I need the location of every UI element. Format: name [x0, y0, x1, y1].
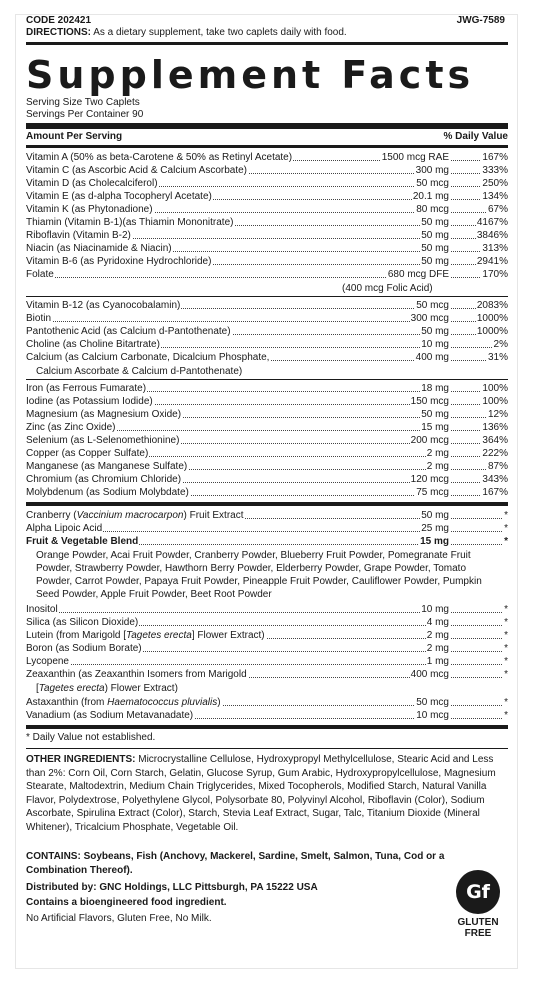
page-title: Supplement Facts — [26, 53, 475, 97]
nutrient-dv: 67% — [487, 204, 508, 215]
row-divider — [26, 296, 508, 297]
nutrient-amount: 18 mg — [421, 383, 449, 394]
nutrient-dv: 343% — [482, 474, 508, 485]
nutrient-amount: 50 mg — [421, 217, 449, 228]
nutrient-name: Copper (as Copper Sulfate) — [26, 448, 149, 459]
nutrient-name: Riboflavin (Vitamin B-2) — [26, 230, 131, 241]
nutrient-amount: 50 mg — [421, 243, 449, 254]
nutrient-dv: 12% — [487, 409, 508, 420]
table-row — [26, 351, 508, 364]
nutrient-name: Vitamin C (as Ascorbic Acid & Calcium Ascorbate) — [26, 165, 248, 176]
thick-rule — [26, 123, 508, 129]
nutrient-amount: 50 mcg — [416, 697, 449, 708]
nutrient-name: Zeaxanthin (as Zeaxanthin Isomers from Marigold — [26, 669, 247, 680]
nutrient-name: Pantothenic Acid (as Calcium d-Pantothenate) — [26, 326, 231, 337]
table-row — [26, 242, 508, 255]
servings-per-container: Servings Per Container 90 — [26, 109, 144, 120]
nutrient-amount: 75 mcg — [416, 487, 449, 498]
other-ingredients-label: OTHER INGREDIENTS: — [26, 754, 136, 765]
nutrient-name: Molybdenum (as Sodium Molybdate) — [26, 487, 189, 498]
nutrient-dv: 1000% — [476, 326, 508, 337]
nutrient-amount: 50 mg — [421, 510, 449, 521]
amount-header: Amount Per Serving — [26, 131, 123, 142]
nutrient-dv: 1000% — [476, 313, 508, 324]
serving-size: Serving Size Two Caplets — [26, 97, 140, 108]
nutrient-name: Vitamin A (50% as beta-Carotene & 50% as Retinyl Acetate) — [26, 152, 293, 163]
nutrient-dv: 87% — [487, 461, 508, 472]
contains-allergens: CONTAINS: Soybeans, Fish (Anchovy, Mackerel, Sardine, Smelt, Salmon, Tuna, Cod or a Combination Thereof). — [26, 851, 445, 876]
nutrient-dv: 364% — [482, 435, 508, 446]
dv-star: * — [504, 630, 508, 641]
nutrient-name: Vitamin K (as Phytonadione) — [26, 204, 153, 215]
table-row — [26, 460, 508, 473]
dv-footnote: * Daily Value not established. — [26, 732, 156, 743]
table-row — [26, 709, 508, 722]
dv-star: * — [504, 656, 508, 667]
nutrient-name: Biotin — [26, 313, 52, 324]
nutrient-name: Zinc (as Zinc Oxide) — [26, 422, 116, 433]
nutrient-amount: 80 mcg — [416, 204, 449, 215]
nutrient-name: Folate — [26, 269, 54, 280]
blend-name: Fruit & Vegetable Blend — [26, 536, 139, 547]
nutrient-dv: 170% — [482, 269, 508, 280]
nutrient-name: Vitamin E (as d-alpha Tocopheryl Acetate) — [26, 191, 212, 202]
table-row — [26, 382, 508, 395]
nutrient-name: Calcium (as Calcium Carbonate, Dicalcium Phosphate, — [26, 352, 270, 363]
top-rule — [26, 42, 508, 45]
table-row — [26, 535, 508, 548]
nutrient-dv: 4167% — [476, 217, 508, 228]
directions-label: DIRECTIONS: — [26, 27, 91, 38]
distributed-by: Distributed by: GNC Holdings, LLC Pittsburgh, PA 15222 USA — [26, 882, 318, 893]
nutrient-dv: 250% — [482, 178, 508, 189]
nutrient-amount: 25 mg — [421, 523, 449, 534]
table-row — [26, 642, 508, 655]
nutrient-dv: 3846% — [476, 230, 508, 241]
free-from-note: No Artificial Flavors, Gluten Free, No Milk. — [26, 913, 212, 924]
table-row — [26, 268, 508, 281]
table-row — [26, 447, 508, 460]
table-row — [26, 312, 508, 325]
nutrient-amount: 150 mcg — [410, 396, 449, 407]
nutrient-amount: 200 mcg — [410, 435, 449, 446]
nutrient-name: Iron (as Ferrous Fumarate) — [26, 383, 147, 394]
dv-header: % Daily Value — [443, 131, 508, 142]
nutrient-amount: 400 mg — [415, 352, 449, 363]
nutrient-amount: 1 mg — [426, 656, 449, 667]
nutrient-dv: 134% — [482, 191, 508, 202]
nutrient-amount: 2 mg — [426, 630, 449, 641]
table-row — [26, 216, 508, 229]
supplement-label — [15, 14, 518, 969]
nutrient-dv: 100% — [482, 383, 508, 394]
nutrient-dv: 167% — [482, 487, 508, 498]
product-code: CODE 202421 — [26, 15, 92, 26]
nutrient-amount: 10 mg — [421, 604, 449, 615]
nutrient-name: Manganese (as Manganese Sulfate) — [26, 461, 188, 472]
code-line — [26, 15, 505, 26]
nutrient-dv: 313% — [482, 243, 508, 254]
nutrient-amount: 10 mcg — [416, 710, 449, 721]
nutrient-name: Lutein (from Marigold [Tagetes erecta] Flower Extract) — [26, 630, 265, 641]
table-row — [26, 395, 508, 408]
nutrient-amount: 50 mg — [421, 326, 449, 337]
blend-line: Seed Powder, Apple Fruit Powder, Beet Root Powder — [36, 589, 272, 600]
nutrient-amount: 2 mg — [426, 448, 449, 459]
table-row — [26, 522, 508, 535]
nutrient-name: Magnesium (as Magnesium Oxide) — [26, 409, 182, 420]
table-row — [26, 603, 508, 616]
directions — [26, 27, 347, 38]
other-ingredients-text: Microcrystalline Cellulose, Hydroxypropyl Methylcellulose, Stearic Acid and Less than 2%: Corn Oil, Corn Starch, Gelatin, Glucose Syrup, Gum Arabic, Hydroxypropylcellulose, Magnesium Stearate, Maltodextrin, Medium Chain Triglycerides, Mixed Tocopherols, Modified Starch, Natural Vanilla Flavor, Polydextrose, Polyethylene Glycol, Polysorbate 80, Polyvinyl Alcohol, Riboflavin (Color), Sodium Ascorbate, Spirulina Extract (Color), Starch, Stevia Leaf Extract, Sugar, Talc, Titanium Dioxide (Mineral Whitener), Tricalcium Phosphate, Vegetable Oil. — [26, 754, 496, 833]
nutrient-name: Alpha Lipoic Acid — [26, 523, 103, 534]
calcium-continuation: Calcium Ascorbate & Calcium d-Pantothenate) — [36, 366, 243, 377]
bottom-rule — [26, 725, 508, 729]
nutrient-amount: 2 mg — [426, 461, 449, 472]
nutrient-amount: 680 mcg DFE — [387, 269, 449, 280]
gluten-free-icon: Gf — [456, 870, 500, 914]
nutrient-dv: 31% — [487, 352, 508, 363]
table-row — [26, 325, 508, 338]
nutrient-dv: 333% — [482, 165, 508, 176]
nutrient-name: Boron (as Sodium Borate) — [26, 643, 142, 654]
dv-star: * — [504, 604, 508, 615]
table-row — [26, 229, 508, 242]
table-row — [26, 164, 508, 177]
table-row — [26, 629, 508, 642]
table-row — [26, 421, 508, 434]
nutrient-amount: 400 mcg — [410, 669, 449, 680]
nutrient-amount: 50 mg — [421, 230, 449, 241]
jwg-code: JWG-7589 — [456, 15, 505, 26]
nutrient-name: Vanadium (as Sodium Metavanadate) — [26, 710, 194, 721]
nutrient-name: Silica (as Silicon Dioxide) — [26, 617, 139, 628]
nutrient-name: Inositol — [26, 604, 58, 615]
dv-star: * — [504, 536, 508, 547]
nutrient-name: Vitamin B-12 (as Cyanocobalamin) — [26, 300, 181, 311]
nutrient-dv: 100% — [482, 396, 508, 407]
dv-star: * — [504, 523, 508, 534]
nutrient-amount: 1500 mcg RAE — [381, 152, 449, 163]
nutrient-dv: 2941% — [476, 256, 508, 267]
table-header — [26, 131, 508, 142]
nutrient-name: Vitamin D (as Cholecalciferol) — [26, 178, 158, 189]
nutrient-name: Chromium (as Chromium Chloride) — [26, 474, 182, 485]
table-row — [26, 299, 508, 312]
section-rule — [26, 502, 508, 506]
table-row — [26, 151, 508, 164]
bioengineered-note: Contains a bioengineered food ingredient. — [26, 897, 227, 908]
nutrient-amount: 15 mg — [420, 536, 449, 547]
nutrient-amount: 50 mg — [421, 409, 449, 420]
dv-star: * — [504, 510, 508, 521]
nutrient-name: Astaxanthin (from Haematococcus pluvialis) — [26, 697, 221, 708]
nutrient-name: Vitamin B-6 (as Pyridoxine Hydrochloride) — [26, 256, 212, 267]
blend-line: Powder, Carrot Powder, Papaya Fruit Powder, Pineapple Fruit Powder, Cauliflower Powder, Pumpkin — [36, 576, 482, 587]
dv-star: * — [504, 710, 508, 721]
table-row — [26, 408, 508, 421]
nutrient-dv: 167% — [482, 152, 508, 163]
blend-line: Orange Powder, Acai Fruit Powder, Cranberry Powder, Blueberry Fruit Powder, Pomegranate Fruit — [36, 550, 471, 561]
nutrient-dv: 222% — [482, 448, 508, 459]
nutrient-amount: 4 mg — [426, 617, 449, 628]
footnote-rule — [26, 748, 508, 749]
table-row — [26, 616, 508, 629]
nutrient-dv: 2% — [493, 339, 508, 350]
nutrient-amount: 300 mg — [415, 165, 449, 176]
table-row — [26, 338, 508, 351]
header-rule — [26, 145, 508, 148]
nutrient-name: Iodine (as Potassium Iodide) — [26, 396, 153, 407]
table-row — [26, 509, 508, 522]
nutrient-dv: 2083% — [476, 300, 508, 311]
nutrient-amount: 50 mg — [421, 256, 449, 267]
blend-line: Powder, Strawberry Powder, Hawthorn Berry Powder, Elderberry Powder, Grape Powder, Tomato — [36, 563, 467, 574]
nutrient-amount: 300 mcg — [410, 313, 449, 324]
dv-star: * — [504, 697, 508, 708]
gluten-free-label: GLUTEN FREE — [457, 917, 499, 939]
dv-star: * — [504, 643, 508, 654]
dv-star: * — [504, 617, 508, 628]
nutrient-name: Selenium (as L-Selenomethionine) — [26, 435, 180, 446]
directions-text: As a dietary supplement, take two caplets daily with food. — [93, 27, 347, 38]
other-ingredients — [26, 753, 496, 834]
nutrient-amount: 50 mcg — [416, 178, 449, 189]
nutrient-name: Thiamin (Vitamin B-1)(as Thiamin Mononitrate) — [26, 217, 234, 228]
table-row — [26, 473, 508, 486]
row-divider — [26, 379, 508, 380]
nutrient-amount: 20.1 mg — [412, 191, 449, 202]
table-row — [26, 177, 508, 190]
nutrient-amount: 2 mg — [426, 643, 449, 654]
zeaxanthin-continuation: [Tagetes erecta) Flower Extract) — [36, 683, 178, 694]
table-row — [26, 190, 508, 203]
nutrient-amount: 120 mcg — [410, 474, 449, 485]
table-row — [26, 655, 508, 668]
nutrient-name: Choline (as Choline Bitartrate) — [26, 339, 160, 350]
dv-star: * — [504, 669, 508, 680]
nutrient-dv: 136% — [482, 422, 508, 433]
table-row — [26, 486, 508, 499]
table-row — [26, 434, 508, 447]
nutrient-amount: 50 mcg — [416, 300, 449, 311]
nutrient-amount: 10 mg — [421, 339, 449, 350]
table-row — [26, 255, 508, 268]
nutrient-name: Niacin (as Niacinamide & Niacin) — [26, 243, 172, 254]
nutrient-name: Cranberry (Vaccinium macrocarpon) Fruit Extract — [26, 510, 244, 521]
table-row — [26, 696, 508, 709]
table-row — [26, 668, 508, 681]
nutrient-amount: 15 mg — [421, 422, 449, 433]
folate-note: (400 mcg Folic Acid) — [342, 283, 433, 294]
table-row — [26, 203, 508, 216]
nutrient-name: Lycopene — [26, 656, 69, 667]
